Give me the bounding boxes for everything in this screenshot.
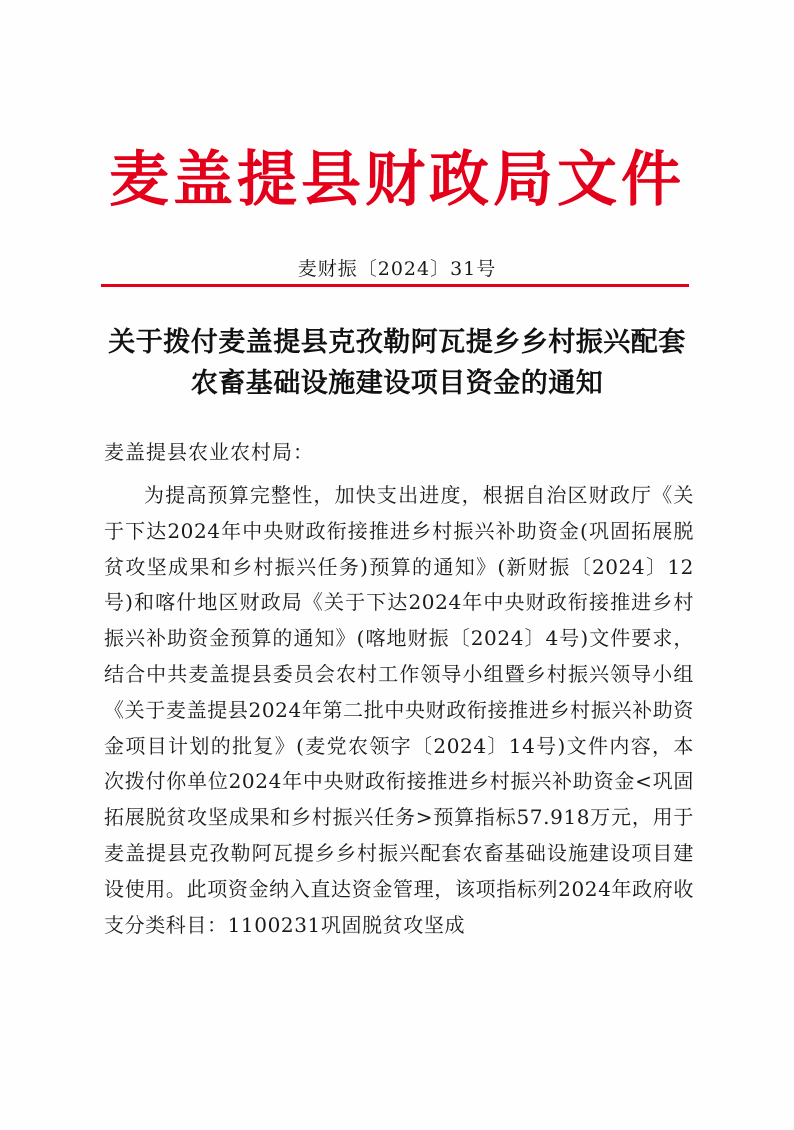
body-paragraph: 为提高预算完整性，加快支出进度，根据自治区财政厅《关于下达2024年中央财政衔接推进乡村振兴补助资金(巩固拓展脱贫攻坚成果和乡村振兴任务)预算的通知》(新财振〔2024〕12号)和喀什地区财政局《关于下达2024年中央财政衔接推进乡村振兴补助资金预算的通知》(喀地财振〔2024〕4号)文件要求，结合中共麦盖提县委员会农村工作领导小组暨乡村振兴领导小组《关于麦盖提县2024年第二批中央财政衔接推进乡村振兴补助资金项目计划的批复》(麦党农领字〔2024〕14号)文件内容，本次拨付你单位2024年中央财政衔接推进乡村振兴补助资金<巩固拓展脱贫攻坚成果和乡村振兴任务>预算指标57.918万元，用于麦盖提县克孜勒阿瓦提乡乡村振兴配套农畜基础设施建设项目建设使用。此项资金纳入直达资金管理，该项指标列2024年政府收支分类科目：1100231巩固脱贫攻坚成 [104,483,694,937]
recipient-line: 麦盖提县农业农村局： [104,440,314,464]
header-divider-line [101,284,689,287]
document-number: 麦财振〔2024〕31号 [297,258,497,280]
document-header-title: 麦盖提县财政局文件 [109,145,685,215]
notice-title: 关于拨付麦盖提县克孜勒阿瓦提乡乡村振兴配套农畜基础设施建设项目资金的通知 [108,327,686,399]
